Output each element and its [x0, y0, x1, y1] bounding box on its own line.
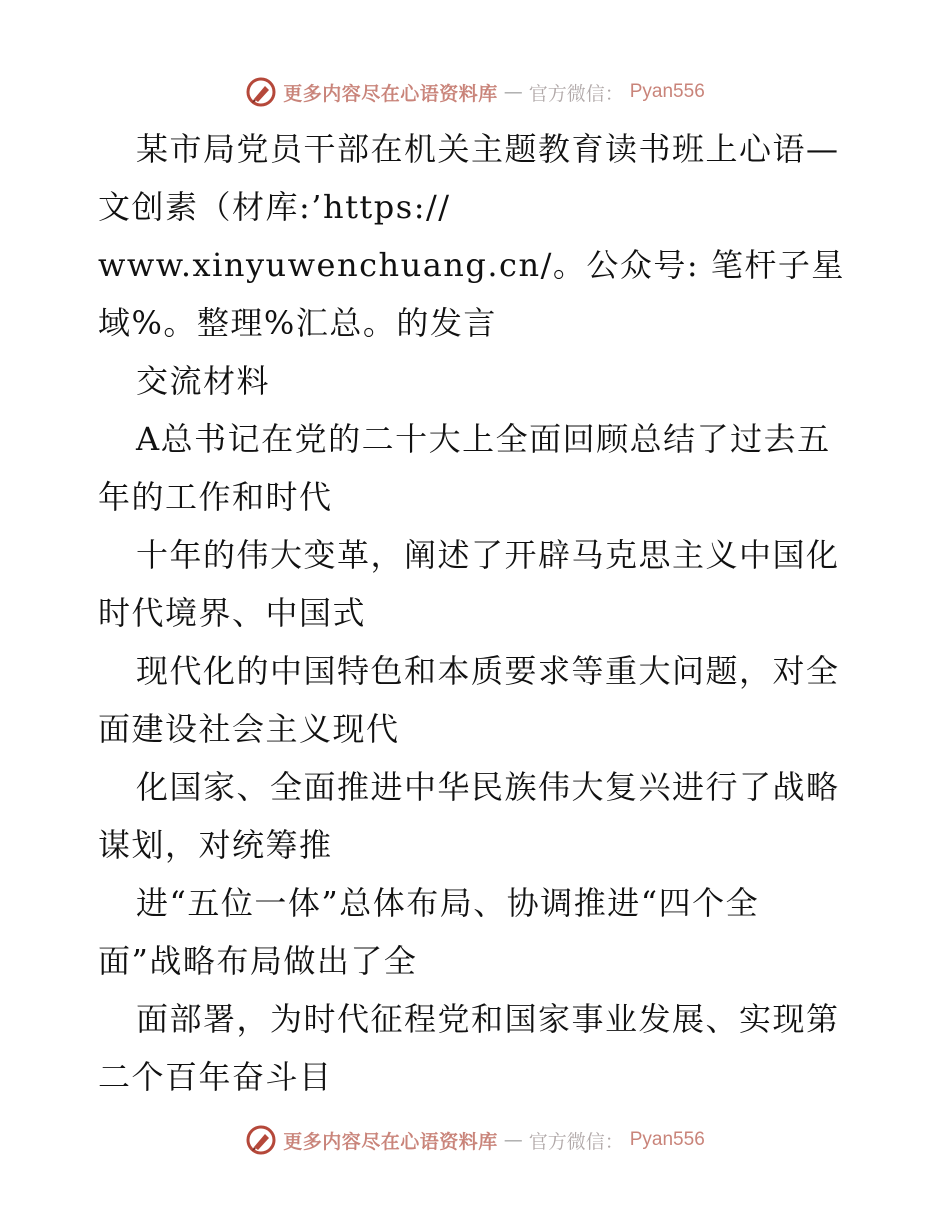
document-body: [98, 120, 858, 1106]
text-line: 二个百年奋斗目: [98, 1058, 333, 1096]
text-line: 面”战略布局做出了全: [98, 942, 418, 980]
text-line: 面建设社会主义现代: [98, 710, 400, 748]
watermark-separator: —: [503, 1129, 523, 1151]
text-line: 谋划，对统筹推: [98, 826, 333, 864]
watermark-account: Pyan556: [629, 81, 705, 102]
header-watermark: [0, 72, 950, 112]
watermark-separator: —: [503, 81, 523, 103]
text-line: 现代化的中国特色和本质要求等重大问题，对全: [136, 652, 840, 690]
text-line: 文创素（材库:’https://: [98, 188, 451, 226]
text-line: 进“五位一体”总体布局、协调推进“四个全: [136, 884, 760, 922]
text-line: www.xinyuwenchuang.cn/。公众号: 笔杆子星: [98, 246, 845, 284]
text-line: 时代境界、中国式: [98, 594, 367, 632]
text-line: 化国家、全面推进中华民族伟大复兴进行了战略: [136, 768, 840, 806]
watermark-slogan: 更多内容尽在心语资料库: [283, 1130, 498, 1153]
watermark-slogan: 更多内容尽在心语资料库: [283, 82, 498, 105]
text-line: A总书记在党的二十大上全面回顾总结了过去五: [136, 420, 831, 458]
text-line: 十年的伟大变革，阐述了开辟马克思主义中国化: [136, 536, 840, 574]
text-line: 年的工作和时代: [98, 478, 333, 516]
text-line: 面部署，为时代征程党和国家事业发展、实现第: [136, 1000, 840, 1038]
watermark-wechat-label: 官方微信：: [528, 1130, 624, 1153]
watermark-account: Pyan556: [629, 1129, 705, 1150]
text-line: 某市局党员干部在机关主题教育读书班上心语—: [136, 130, 840, 168]
text-line: 交流材料: [136, 362, 271, 400]
text-line: 域%。整理%汇总。的发言: [98, 304, 497, 342]
pen-logo-icon: [245, 76, 277, 108]
footer-watermark: [0, 1120, 950, 1160]
pen-logo-icon: [245, 1124, 277, 1156]
watermark-wechat-label: 官方微信：: [528, 82, 624, 105]
